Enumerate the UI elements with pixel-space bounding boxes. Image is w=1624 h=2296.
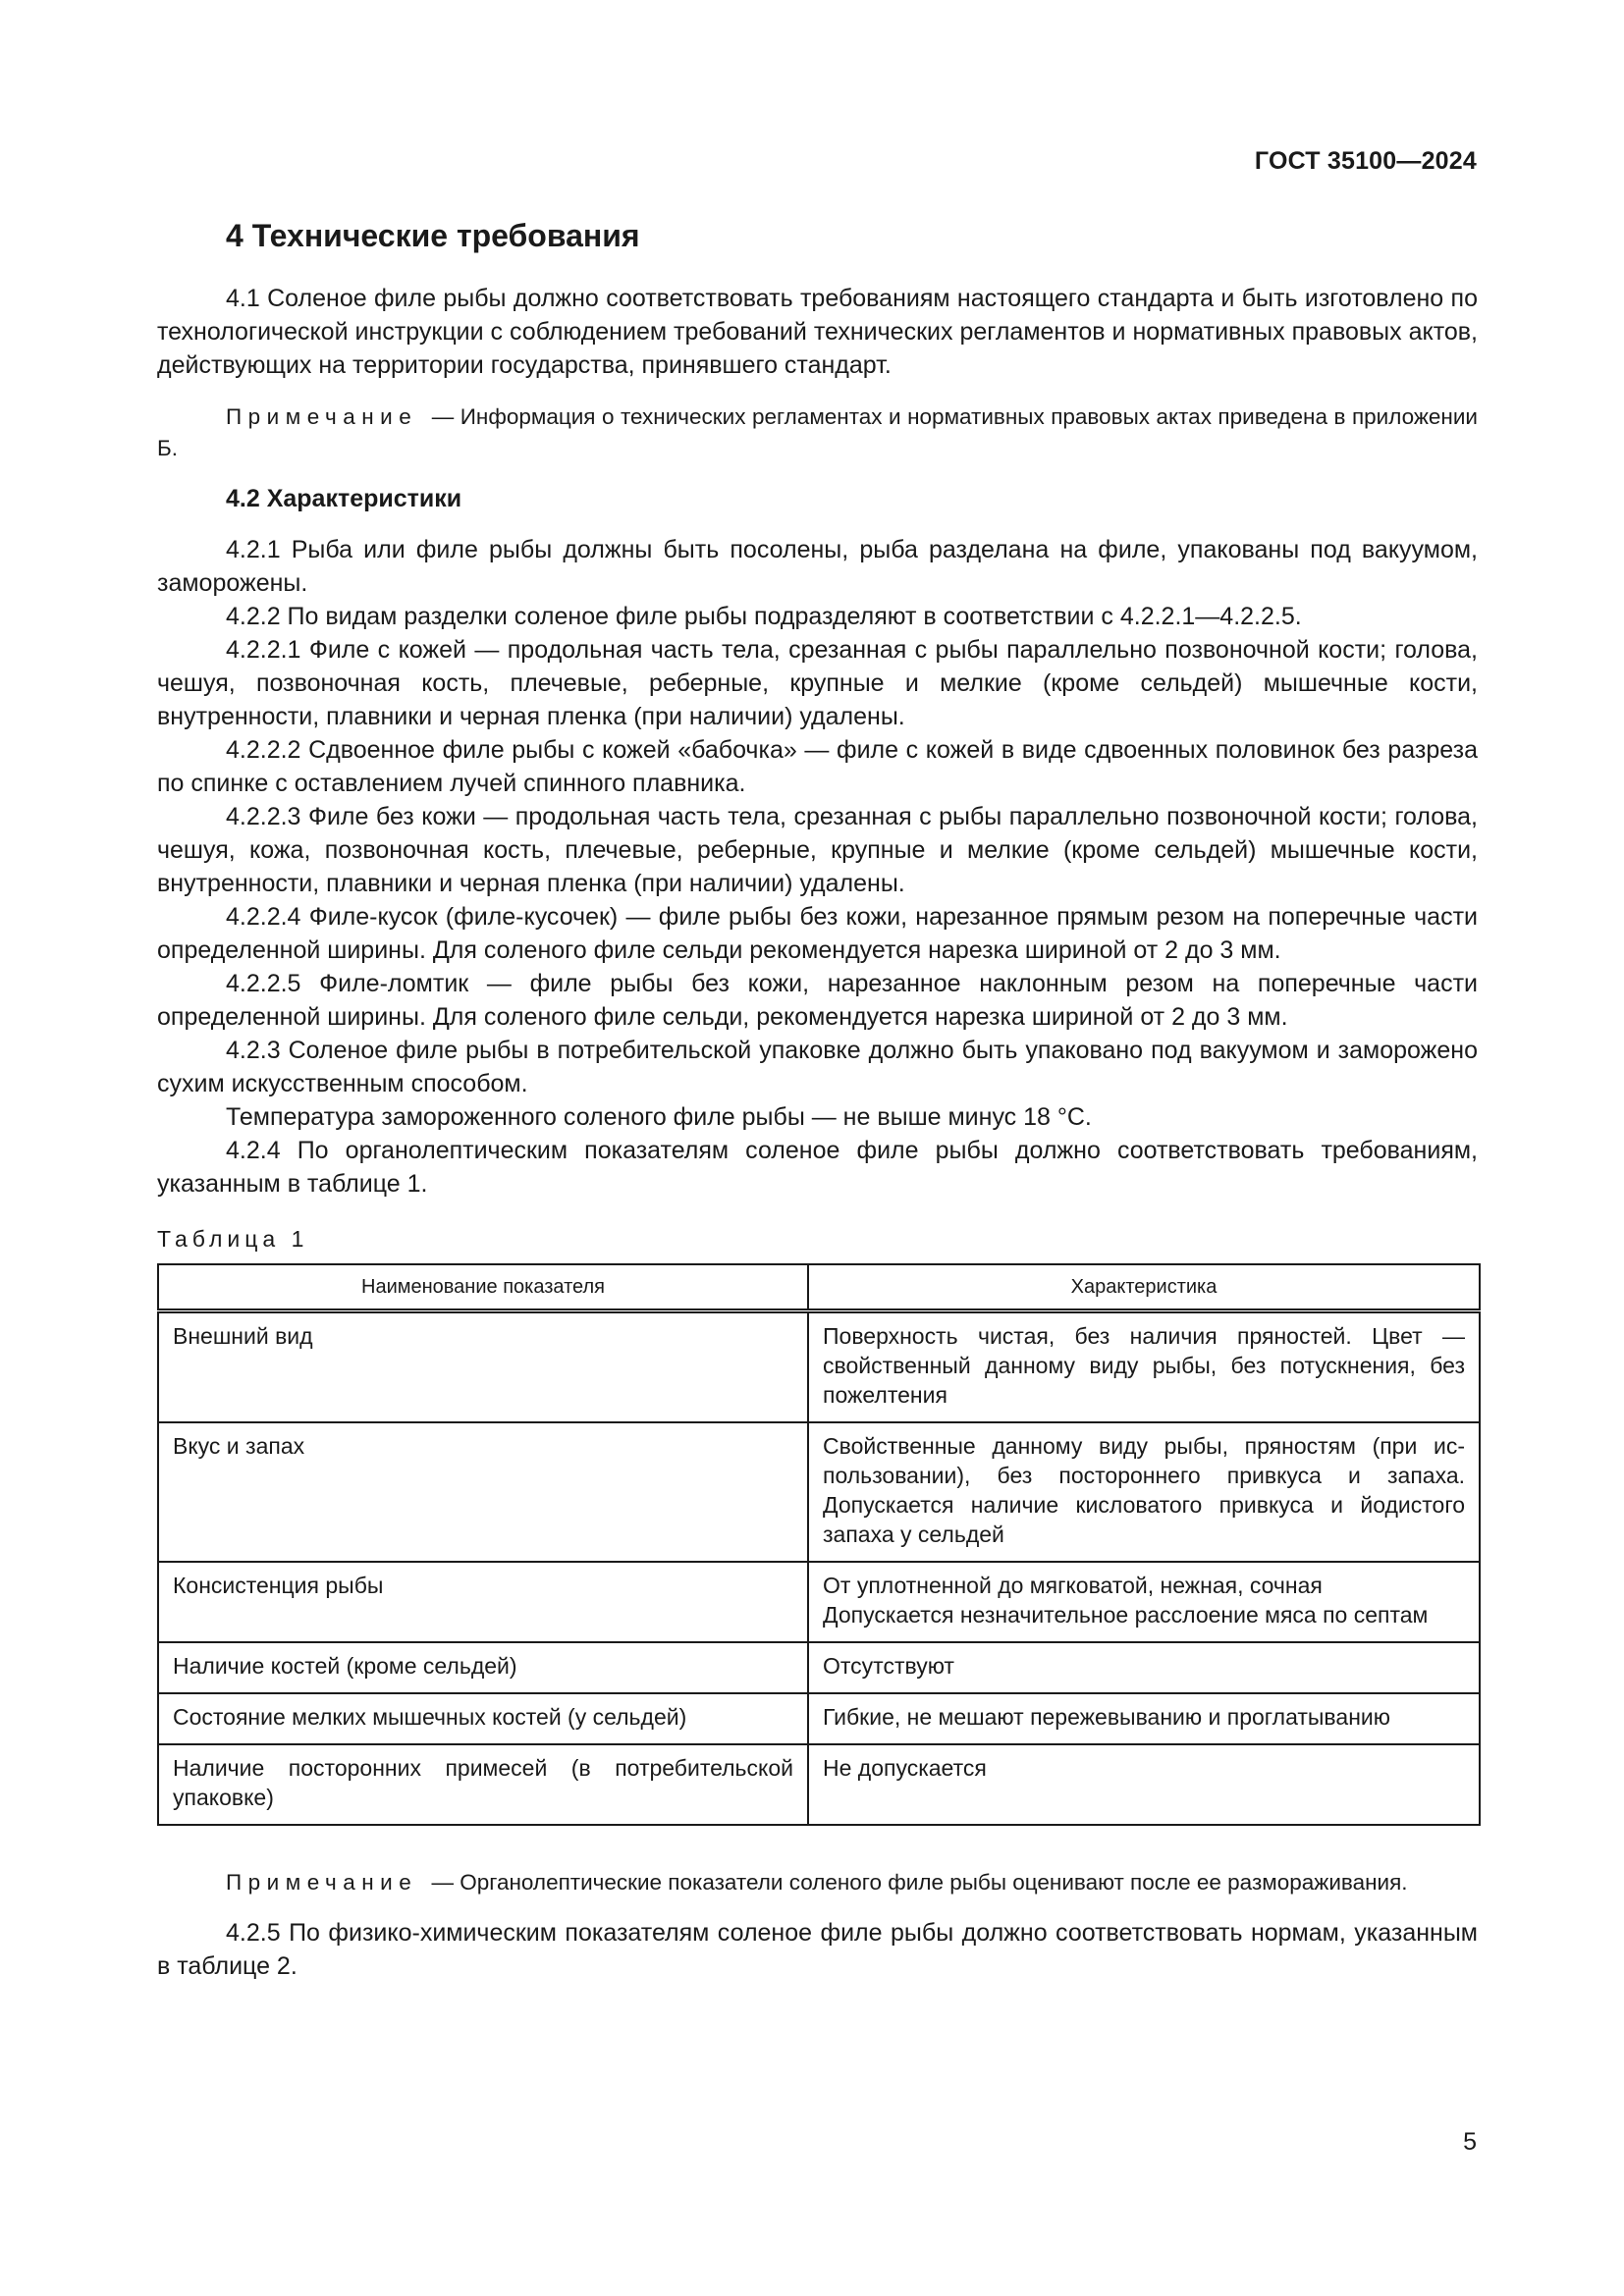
table-cell-characteristic: Поверхность чистая, без наличия пряностей. Цвет — свойственный данному виду рыбы, без потускнения, без пожелтения (808, 1311, 1480, 1423)
table-cell-characteristic: Гибкие, не мешают пережевыванию и проглатыванию (808, 1693, 1480, 1744)
table-row (158, 1422, 1480, 1562)
paragraph-4-2-2-1: 4.2.2.1 Филе с кожей — продольная часть тела, срезанная с рыбы параллельно позвоночной кости; голова, чешуя, позвоночная кость, плечевые, реберные, крупные и мелкие (кроме сельдей) мышечные кости, внутренности, плавники и черная пленка (при наличии) удалены. (157, 636, 1478, 730)
page-number: 5 (1463, 2128, 1477, 2156)
table-1-caption: Таблица 1 (157, 1226, 309, 1252)
table-1 (157, 1263, 1481, 1826)
paragraph-temperature: Температура замороженного соленого филе рыбы — не выше минус 18 °С. (226, 1103, 1092, 1131)
table-row (158, 1642, 1480, 1693)
subsection-title: 4.2 Характеристики (226, 485, 462, 512)
table-cell-characteristic: Не допускается (808, 1744, 1480, 1825)
table-cell-indicator: Наличие посторонних примесей (в потребительской упаковке) (158, 1744, 808, 1825)
table-row (158, 1744, 1480, 1825)
table-cell-indicator: Консистенция рыбы (158, 1562, 808, 1642)
note-label: Примечание (226, 404, 418, 429)
table-header-row (158, 1264, 1480, 1311)
paragraph-4-2-3: 4.2.3 Соленое филе рыбы в потребительской упаковке должно быть упаковано под вакуумом и заморожено сухим искусственным способом. (157, 1037, 1478, 1097)
page-content (157, 218, 1478, 1983)
paragraph-4-2-2: 4.2.2 По видам разделки соленое филе рыбы подразделяют в соответствии с 4.2.2.1—4.2.2.5. (226, 603, 1302, 630)
paragraph-4-2-2-5: 4.2.2.5 Филе-ломтик — филе рыбы без кожи, нарезанное наклонным резом на поперечные части определенной ширины. Для соленого филе сельди, рекомендуется нарезка шириной от 2 до 3 мм. (157, 970, 1478, 1031)
note-label: Примечание (226, 1870, 418, 1895)
section-title: 4 Технические требования (226, 218, 640, 253)
table-cell-characteristic: От уплотненной до мягковатой, нежная, сочная Допускается незначительное расслоение мяса по септам (808, 1562, 1480, 1642)
paragraph-4-2-1: 4.2.1 Рыба или филе рыбы должны быть посолены, рыба разделана на филе, упакованы под вакуумом, заморожены. (157, 536, 1478, 597)
note-2 (157, 1867, 1478, 1898)
paragraph-4-2-2-2: 4.2.2.2 Сдвоенное филе рыбы с кожей «бабочка» — филе с кожей в виде сдвоенных половинок без разреза по спинке с оставлением лучей спинного плавника. (157, 736, 1478, 797)
note-1 (157, 401, 1478, 464)
table-cell-indicator: Состояние мелких мышечных костей (у сельдей) (158, 1693, 808, 1744)
table-header-cell: Наименование показателя (158, 1264, 808, 1311)
paragraph-4-1: 4.1 Соленое филе рыбы должно соответствовать требованиям настоящего стандарта и быть изготовлено по технологической инструкции с соблюдением требований технических регламентов и нормативных правовых актов, действующих на территории государства, принявшего стандарт. (157, 285, 1478, 379)
paragraph-4-2-4: 4.2.4 По органолептическим показателям соленое филе рыбы должно соответствовать требованиям, указанным в таблице 1. (157, 1137, 1478, 1198)
note-text: — Органолептические показатели соленого филе рыбы оценивают после ее размораживания. (431, 1870, 1408, 1895)
table-cell-characteristic: Свойственные данному виду рыбы, пряностям (при использовании), без постороннего привкуса и запаха. Допускается наличие кисловатого привкуса и йодистого запаха у сельдей (808, 1422, 1480, 1562)
document-code: ГОСТ 35100—2024 (1254, 147, 1477, 175)
table-cell-indicator: Наличие костей (кроме сельдей) (158, 1642, 808, 1693)
note-text: — Информация о технических регламентах и нормативных правовых актах приведена в приложении Б. (157, 404, 1478, 460)
table-cell-indicator: Вкус и запах (158, 1422, 808, 1562)
paragraph-4-2-2-3: 4.2.2.3 Филе без кожи — продольная часть тела, срезанная с рыбы параллельно позвоночной кости; голова, чешуя, кожа, позвоночная кость, плечевые, реберные, крупные и мелкие (кроме сельдей) мышечные кости, внутренности, плавники и черная пленка (при наличии) удалены. (157, 803, 1478, 897)
paragraph-4-2-5: 4.2.5 По физико-химическим показателям соленое филе рыбы должно соответствовать нормам, указанным в таблице 2. (157, 1919, 1478, 1980)
table-header-cell: Характеристика (808, 1264, 1480, 1311)
table-row (158, 1693, 1480, 1744)
table-row (158, 1311, 1480, 1423)
paragraph-4-2-2-4: 4.2.2.4 Филе-кусок (филе-кусочек) — филе рыбы без кожи, нарезанное прямым резом на поперечные части определенной ширины. Для соленого филе сельди рекомендуется нарезка шириной от 2 до 3 мм. (157, 903, 1478, 964)
table-cell-indicator: Внешний вид (158, 1311, 808, 1423)
table-cell-characteristic: Отсутствуют (808, 1642, 1480, 1693)
table-row (158, 1562, 1480, 1642)
